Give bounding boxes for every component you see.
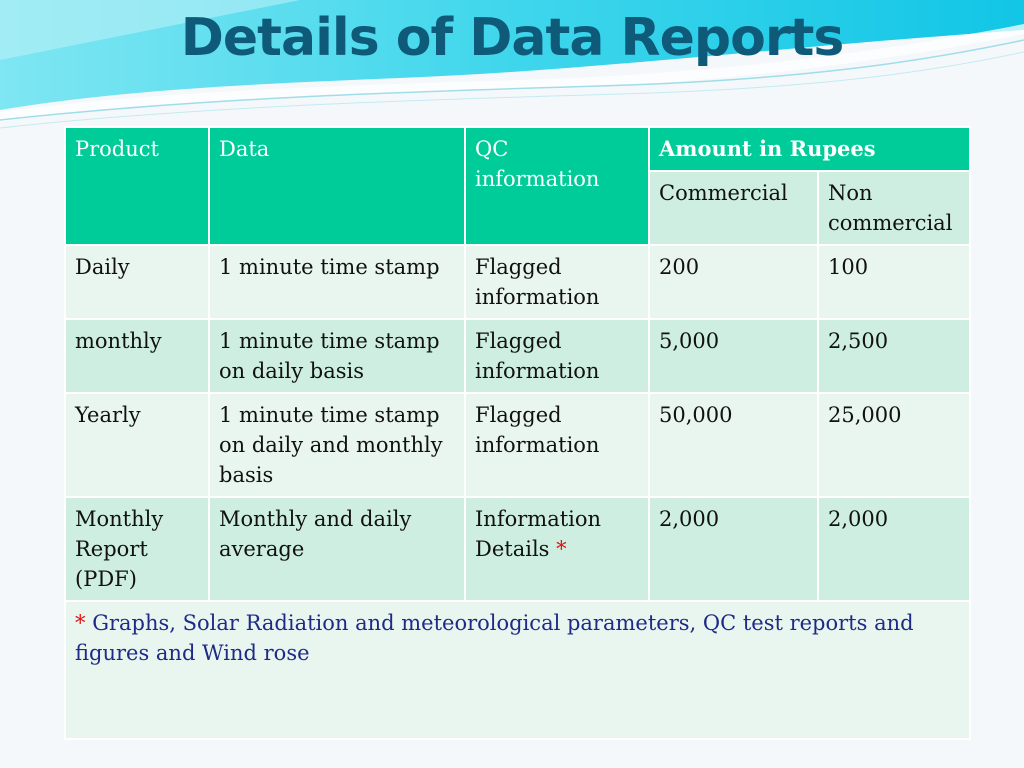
cell-product: Yearly bbox=[65, 393, 209, 497]
cell-commercial: 2,000 bbox=[649, 497, 818, 601]
table-row bbox=[65, 245, 970, 319]
cell-non-commercial: 25,000 bbox=[818, 393, 970, 497]
cell-qc: Flagged information bbox=[465, 393, 649, 497]
cell-data: Monthly and daily average bbox=[209, 497, 465, 601]
header-non-commercial: Non commercial bbox=[818, 171, 970, 245]
footnote-marker: * bbox=[556, 537, 567, 561]
cell-qc: Flagged information bbox=[465, 319, 649, 393]
cell-product: monthly bbox=[65, 319, 209, 393]
cell-commercial: 50,000 bbox=[649, 393, 818, 497]
cell-product: Daily bbox=[65, 245, 209, 319]
cell-non-commercial: 2,000 bbox=[818, 497, 970, 601]
header-qc-information: QC information bbox=[465, 127, 649, 245]
header-amount-in-rupees: Amount in Rupees bbox=[649, 127, 970, 171]
footnote-marker: * bbox=[75, 611, 86, 635]
cell-commercial: 5,000 bbox=[649, 319, 818, 393]
cell-product: Monthly Report (PDF) bbox=[65, 497, 209, 601]
table-row bbox=[65, 393, 970, 497]
cell-qc bbox=[465, 497, 649, 601]
cell-non-commercial: 100 bbox=[818, 245, 970, 319]
footnote-cell bbox=[65, 601, 970, 739]
header-product: Product bbox=[65, 127, 209, 245]
header-data: Data bbox=[209, 127, 465, 245]
table-row bbox=[65, 497, 970, 601]
slide-title: Details of Data Reports bbox=[180, 8, 844, 68]
header-commercial: Commercial bbox=[649, 171, 818, 245]
footnote-row bbox=[65, 601, 970, 739]
qc-text: Information Details bbox=[475, 507, 602, 561]
cell-data: 1 minute time stamp on daily basis bbox=[209, 319, 465, 393]
table-row bbox=[65, 319, 970, 393]
header-row bbox=[65, 127, 970, 171]
cell-data: 1 minute time stamp on daily and monthly basis bbox=[209, 393, 465, 497]
cell-non-commercial: 2,500 bbox=[818, 319, 970, 393]
data-reports-table bbox=[64, 126, 971, 740]
footnote-text: Graphs, Solar Radiation and meteorological parameters, QC test reports and figures and Wind rose bbox=[75, 611, 914, 665]
cell-commercial: 200 bbox=[649, 245, 818, 319]
cell-qc: Flagged information bbox=[465, 245, 649, 319]
cell-data: 1 minute time stamp bbox=[209, 245, 465, 319]
